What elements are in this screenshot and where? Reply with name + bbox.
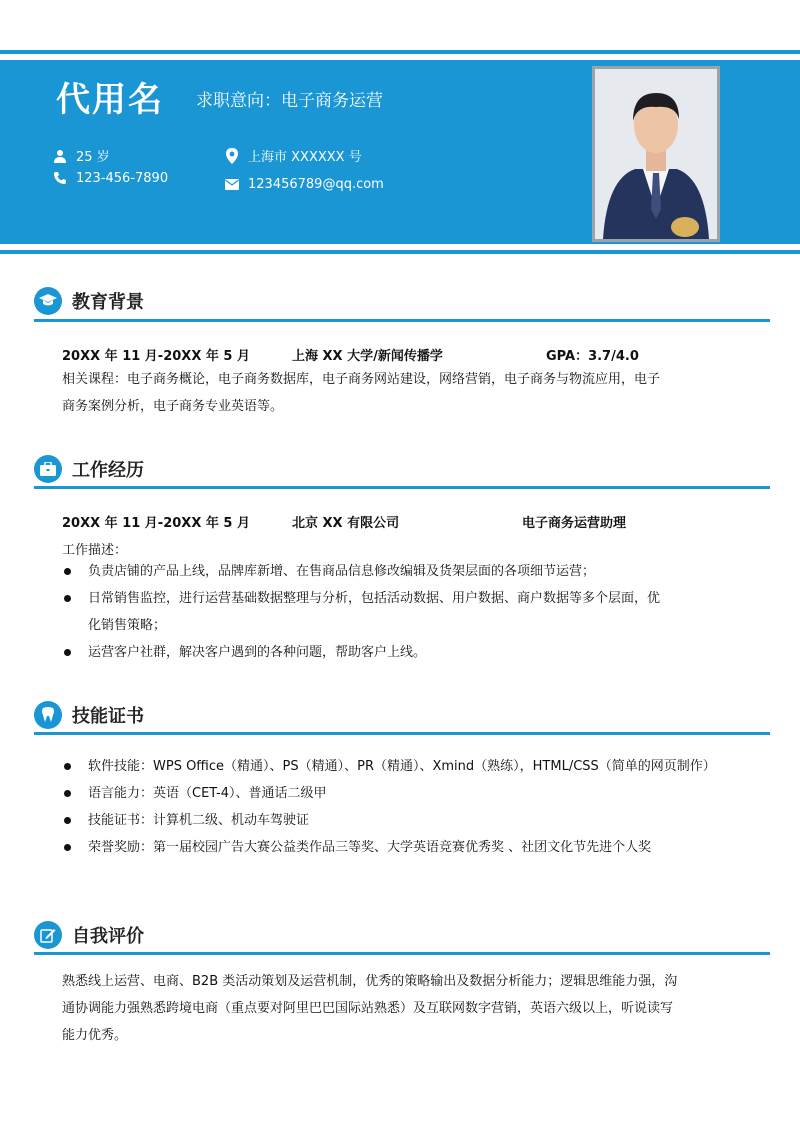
- person-icon: [52, 148, 68, 164]
- education-courses-line1: 相关课程：电子商务概论，电子商务数据库，电子商务网站建设，网络营销，电子商务与物流应用，电子: [62, 372, 661, 387]
- work-desc-label: 工作描述：: [62, 543, 128, 558]
- address-text: 上海市 XXXXXX 号: [248, 150, 362, 165]
- work-rule: [34, 486, 770, 489]
- skills-heading: [34, 701, 144, 729]
- education-period: 20XX 年 11 月-20XX 年 5 月: [62, 349, 250, 364]
- self-line1: 熟悉线上运营、电商、B2B 类活动策划及运营机制，优秀的策略输出及数据分析能力；逻辑思维能力强，沟: [62, 974, 678, 989]
- self-rule: [34, 952, 770, 955]
- self-line2: 通协调能力强熟悉跨境电商（重点要对阿里巴巴国际站熟悉）及互联网数字营销，英语六级以上，听说读写: [62, 1001, 674, 1016]
- work-bullet-3: 运营客户社群，解决客户遇到的各种问题，帮助客户上线。: [62, 639, 660, 666]
- tooth-badge-icon: [34, 701, 62, 729]
- education-gpa: GPA：3.7/4.0: [546, 349, 639, 364]
- skills-bullet-4: 荣誉奖励：第一届校园广告大赛公益类作品三等奖、大学英语竞赛优秀奖 、社团文化节先进个人奖: [62, 834, 716, 861]
- job-intent-label: 求职意向：: [196, 91, 281, 111]
- self-line3: 能力优秀。: [62, 1028, 128, 1043]
- work-role: 电子商务运营助理: [522, 516, 627, 531]
- email-text: 123456789@qq.com: [248, 176, 384, 192]
- skills-title: 技能证书: [72, 706, 144, 727]
- education-courses-line2: 商务案例分析，电子商务专业英语等。: [62, 399, 284, 414]
- work-bullet-list: [62, 558, 660, 666]
- phone-info: [52, 170, 168, 186]
- location-pin-icon: [224, 148, 240, 164]
- job-intent-value: 电子商务运营: [281, 91, 383, 111]
- age-text: 25 岁: [76, 150, 110, 165]
- education-heading: [34, 287, 144, 315]
- work-bullet-1: 负责店铺的产品上线，品牌库新增、在售商品信息修改编辑及货架层面的各项细节运营；: [62, 558, 660, 585]
- address-info: [224, 146, 362, 165]
- skills-bullet-list: [62, 753, 716, 861]
- profile-photo: [592, 66, 720, 242]
- header-top-line: [0, 50, 800, 54]
- work-bullet-2-continued: 化销售策略；: [88, 618, 167, 633]
- job-intent: [196, 86, 383, 111]
- self-heading: [34, 921, 144, 949]
- work-title: 工作经历: [72, 460, 144, 481]
- candidate-name: 代用名: [56, 80, 164, 120]
- self-title: 自我评价: [72, 926, 144, 947]
- email-info: [224, 176, 384, 192]
- briefcase-icon: [34, 455, 62, 483]
- skills-bullet-2: 语言能力：英语（CET-4）、普通话二级甲: [62, 780, 716, 807]
- header-bottom-line: [0, 250, 800, 254]
- graduation-cap-icon: [34, 287, 62, 315]
- edit-pencil-icon: [34, 921, 62, 949]
- skills-bullet-1: 软件技能：WPS Office（精通）、PS（精通）、PR（精通）、Xmind（熟练），HTML/CSS（简单的网页制作）: [62, 753, 716, 780]
- skills-rule: [34, 732, 770, 735]
- phone-text: 123-456-7890: [76, 170, 169, 186]
- work-heading: [34, 455, 144, 483]
- skills-bullet-3: 技能证书：计算机二级、机动车驾驶证: [62, 807, 716, 834]
- education-school: 上海 XX 大学/新闻传播学: [292, 349, 443, 364]
- work-bullet-2: 日常销售监控，进行运营基础数据整理与分析，包括活动数据、用户数据、商户数据等多个层面，优: [62, 585, 660, 612]
- education-rule: [34, 319, 770, 322]
- education-title: 教育背景: [72, 292, 144, 313]
- work-period: 20XX 年 11 月-20XX 年 5 月: [62, 516, 250, 531]
- email-icon: [224, 176, 240, 192]
- phone-icon: [52, 170, 68, 186]
- work-company: 北京 XX 有限公司: [292, 516, 400, 531]
- age-info: [52, 146, 110, 165]
